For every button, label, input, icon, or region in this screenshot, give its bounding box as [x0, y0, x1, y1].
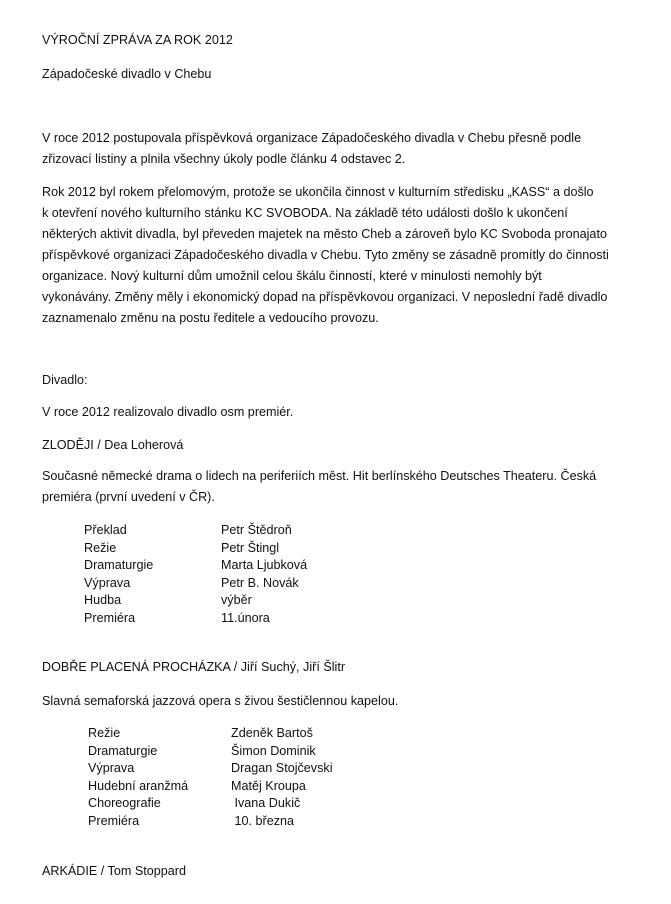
credit-role: Choreografie — [88, 796, 161, 810]
paragraph-line: Současné německé drama o lidech na periferiích měst. Hit berlínského Deutsches Theateru. Česká — [42, 469, 597, 483]
production-description — [42, 466, 647, 508]
credit-name: Petr Štingl — [221, 541, 280, 555]
credit-role: Výprava — [88, 761, 135, 775]
report-heading: VÝROČNÍ ZPRÁVA ZA ROK 2012 — [42, 33, 233, 47]
credit-name: 10. března — [231, 814, 295, 828]
credit-name: Dragan Stojčevski — [231, 761, 333, 775]
production-description: Slavná semaforská jazzová opera s živou šestičlennou kapelou. — [42, 694, 399, 708]
paragraph-line: k otevření nového kulturního stánku KC SVOBODA. Na základě této události došlo k ukončení — [42, 206, 568, 220]
credit-role: Premiéra — [88, 814, 140, 828]
credit-name: Zdeněk Bartoš — [231, 726, 313, 740]
paragraph-line: některých aktivit divadla, byl převeden majetek na město Cheb a zároveň bylo KC Svoboda pronajato — [42, 227, 607, 241]
paragraph-line: V roce 2012 postupovala příspěvková organizace Západočeského divadla v Chebu přesně podle — [42, 131, 582, 145]
credit-role: Dramaturgie — [84, 558, 154, 572]
intro-paragraph — [42, 128, 647, 170]
credit-name: Marta Ljubková — [221, 558, 308, 572]
credit-role: Překlad — [84, 523, 127, 537]
paragraph-line: zřizovací listiny a plnila všechny úkoly podle článku 4 odstavec 2. — [42, 152, 406, 166]
credit-name: Matěj Kroupa — [231, 779, 306, 793]
credit-role: Režie — [88, 726, 121, 740]
organization-name: Západočeské divadlo v Chebu — [42, 67, 212, 81]
credit-name: Šimon Dominik — [231, 744, 316, 758]
paragraph-line: vykonávány. Změny měly i ekonomický dopad na příspěvkovou organizaci. V neposlední řadě divadlo — [42, 290, 608, 304]
premieres-intro: V roce 2012 realizovalo divadlo osm premiér. — [42, 405, 294, 419]
production-title: DOBŘE PLACENÁ PROCHÁZKA / Jiří Suchý, Jiří Šlitr — [42, 660, 346, 674]
credit-role: Výprava — [84, 576, 131, 590]
paragraph-line: příspěvkové organizaci Západočeského divadla v Chebu. Tyto změny se zásadně promítly do činnosti — [42, 248, 609, 262]
credit-name: Ivana Dukič — [231, 796, 301, 810]
credit-name: 11.února — [221, 611, 270, 625]
credit-role: Dramaturgie — [88, 744, 158, 758]
paragraph-line: zaznamenalo změnu na postu ředitele a vedoucího provozu. — [42, 311, 379, 325]
production-title: ZLODĚJI / Dea Loherová — [42, 438, 184, 452]
paragraph-line: premiéra (první uvedení v ČR). — [42, 490, 215, 504]
credit-role: Hudba — [84, 593, 122, 607]
credit-name: Petr B. Novák — [221, 576, 299, 590]
paragraph-line: Rok 2012 byl rokem přelomovým, protože se ukončila činnost v kulturním středisku „KASS“ a došlo — [42, 185, 594, 199]
change-paragraph — [42, 182, 647, 329]
credit-role: Premiéra — [84, 611, 136, 625]
credit-name: Petr Štědroň — [221, 523, 292, 537]
section-label: Divadlo: — [42, 373, 88, 387]
credit-role: Hudební aranžmá — [88, 779, 189, 793]
production-title: ARKÁDIE / Tom Stoppard — [42, 864, 186, 878]
credit-role: Režie — [84, 541, 117, 555]
credit-name: výběr — [221, 593, 252, 607]
paragraph-line: organizace. Nový kulturní dům umožnil celou škálu činností, které v minulosti nemohly být — [42, 269, 542, 283]
